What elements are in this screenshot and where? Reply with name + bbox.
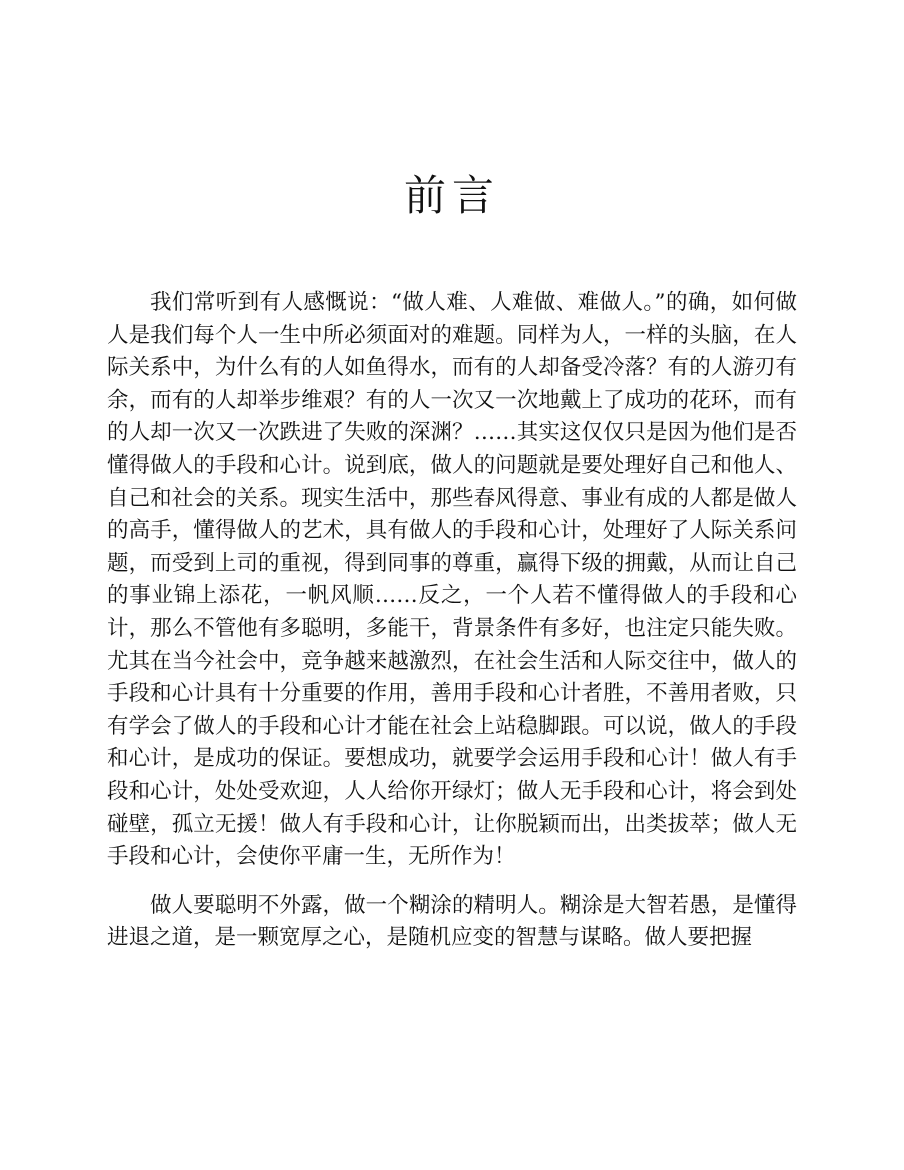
page-title: 前言: [403, 171, 500, 220]
body-text: [107, 287, 797, 955]
paragraph-1: 我们常听到有人感慨说：“做人难、人难做、难做人。”的确，如何做人是我们每个人一生中所必须面对的难题。同样为人，一样的头脑，在人际关系中，为什么有的人如鱼得水，而有的人却备受冷落？有的人游刃有余，而有的人却举步维艰？有的人一次又一次地戴上了成功的花环，而有的人却一次又一次跌进了失败的深渊？……其实这仅仅只是因为他们是否懂得做人的手段和心计。说到底，做人的问题就是要处理好自己和他人、自己和社会的关系。现实生活中，那些春风得意、事业有成的人都是做人的高手，懂得做人的艺术，具有做人的手段和心计，处理好了人际关系问题，而受到上司的重视，得到同事的尊重，赢得下级的拥戴，从而让自己的事业锦上添花，一帆风顺……反之，一个人若不懂得做人的手段和心计，那么不管他有多聪明，多能干，背景条件有多好，也注定只能失败。尤其在当今社会中，竞争越来越激烈，在社会生活和人际交往中，做人的手段和心计具有十分重要的作用，善用手段和心计者胜，不善用者败，只有学会了做人的手段和心计才能在社会上站稳脚跟。可以说，做人的手段和心计，是成功的保证。要想成功，就要学会运用手段和心计！做人有手段和心计，处处受欢迎，人人给你开绿灯；做人无手段和心计，将会到处碰壁，孤立无援！做人有手段和心计，让你脱颖而出，出类拔萃；做人无手段和心计，会使你平庸一生，无所作为！: [107, 290, 797, 870]
paragraph-2: 做人要聪明不外露，做一个糊涂的精明人。糊涂是大智若愚，是懂得进退之道，是一颗宽厚之心，是随机应变的智慧与谋略。做人要把握: [107, 892, 797, 951]
